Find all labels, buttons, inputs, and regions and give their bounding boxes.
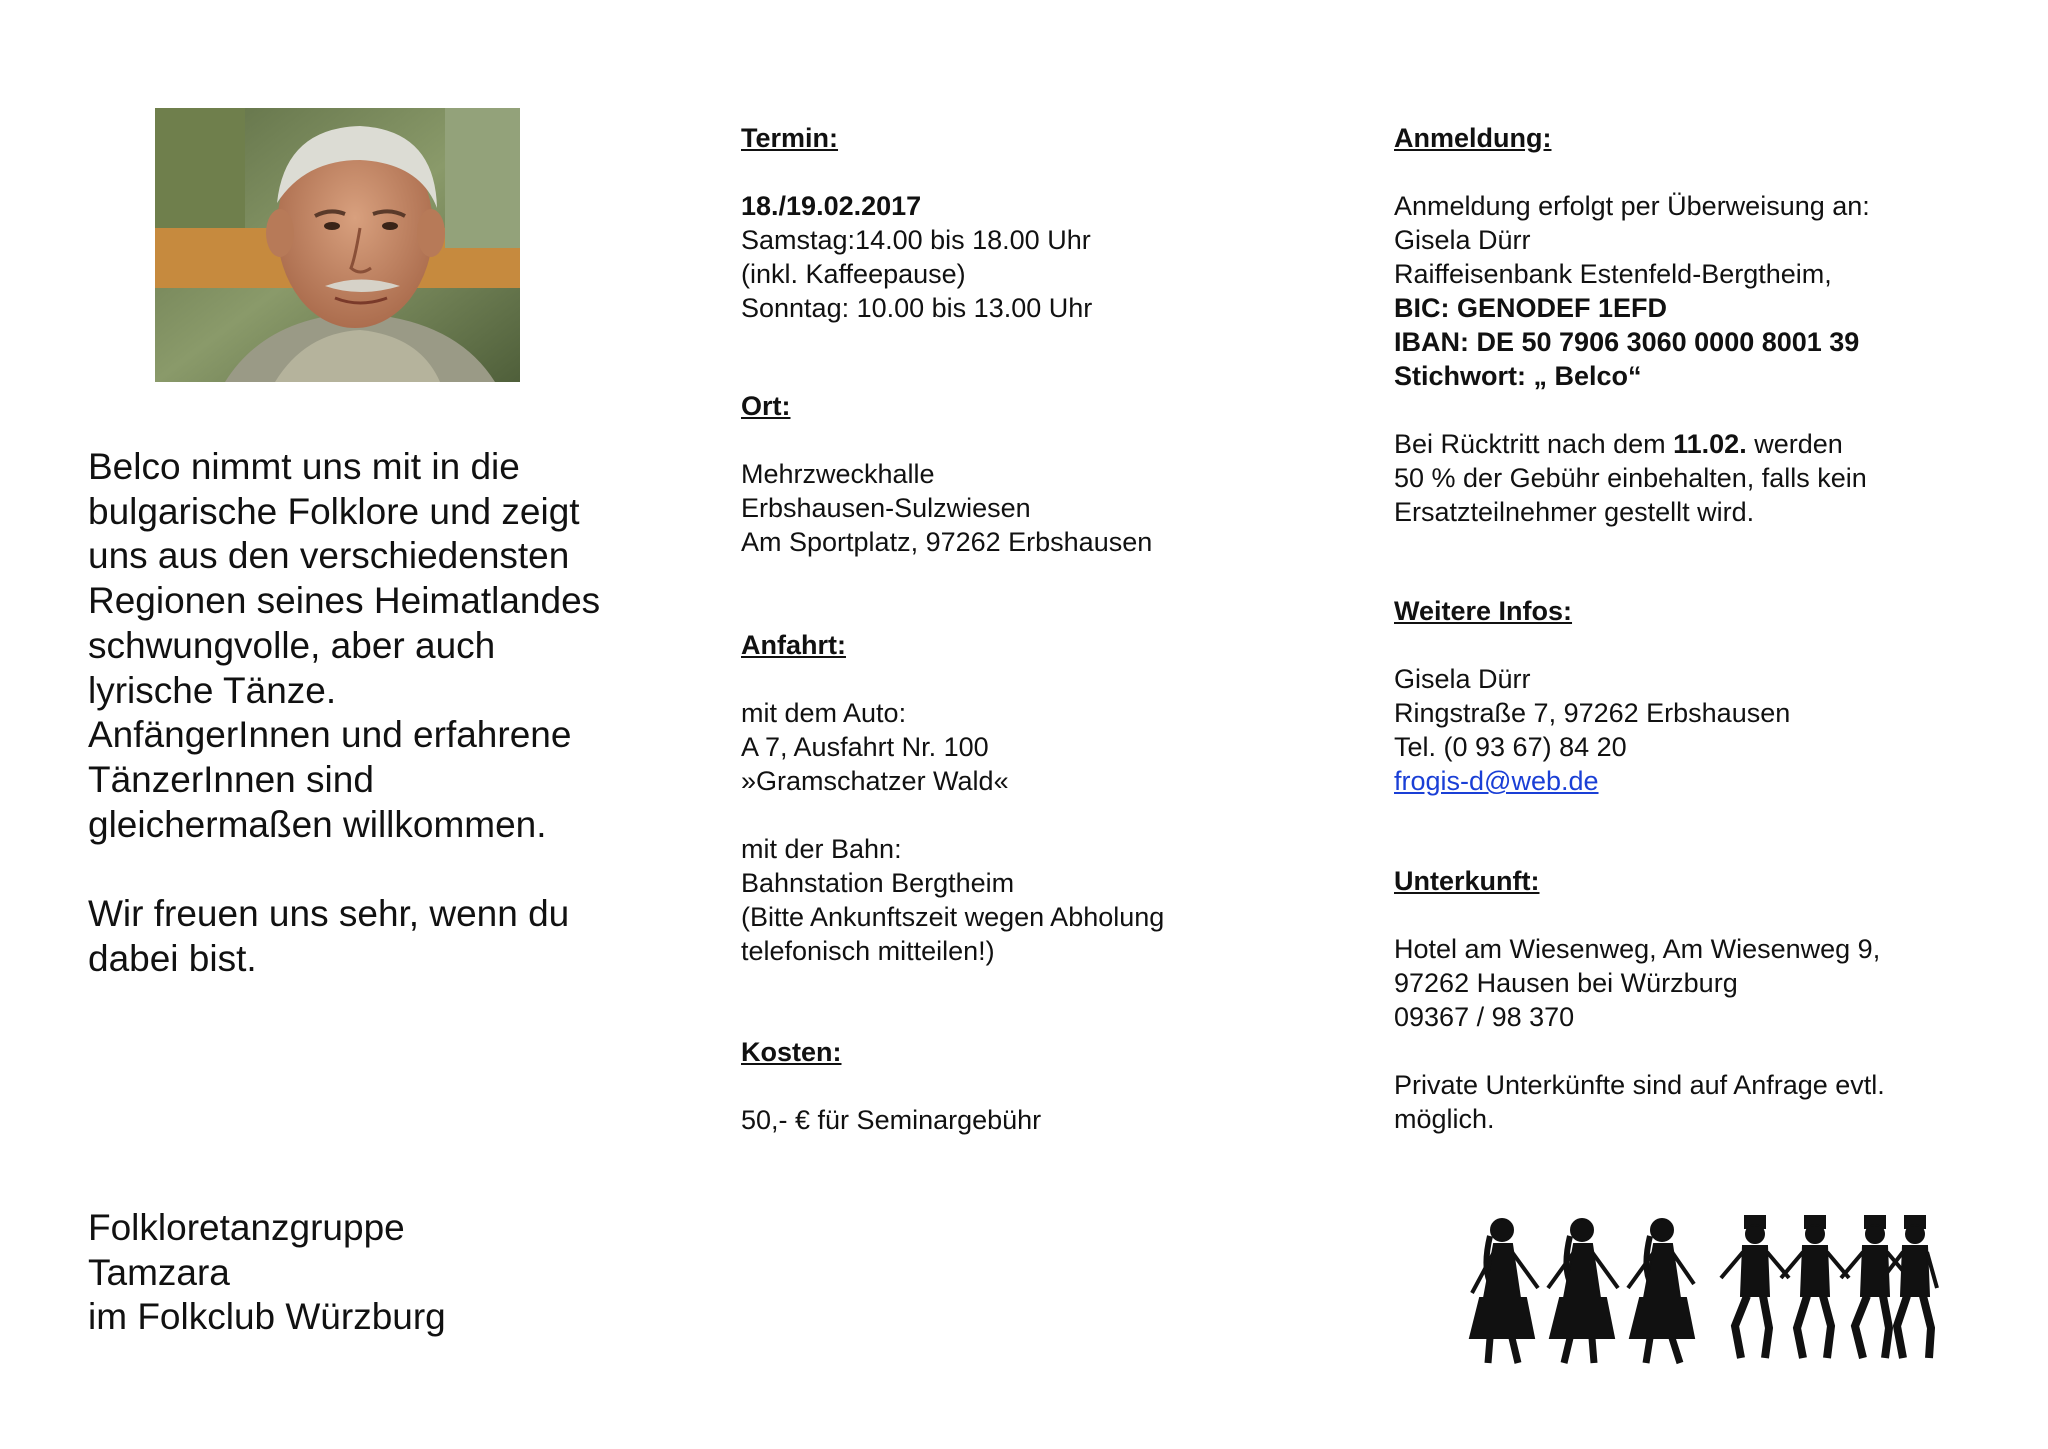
- infos-heading: Weitere Infos:: [1394, 596, 1573, 626]
- female-dancer-icon: [1470, 1219, 1538, 1363]
- termin-heading: Termin:: [741, 123, 839, 153]
- portrait-photo: [155, 108, 520, 382]
- termin-section: Termin: 18./19.02.2017 Samstag:14.00 bis 18.00 Uhr (inkl. Kaffeepause) Sonntag: 10.00 bis 13.00 Uhr: [741, 123, 1093, 323]
- anfahrt-section: Anfahrt: mit dem Auto: A 7, Ausfahrt Nr. 100 »Gramschatzer Wald« mit der Bahn: Bahnstation Bergtheim (Bitte Ankunftszeit wegen Abholung telefonisch mitteilen!): [741, 630, 1165, 966]
- welcome-paragraph: Wir freuen uns sehr, wenn du dabei bist.: [88, 893, 570, 979]
- unterkunft-section: Unterkunft: Hotel am Wiesenweg, Am Wiesenweg 9, 97262 Hausen bei Würzburg 09367 / 98 370 Private Unterkünfte sind auf Anfrage evtl. möglich.: [1394, 866, 1885, 1134]
- anmeldung-section: Anmeldung: Anmeldung erfolgt per Überweisung an: Gisela Dürr Raiffeisenbank Estenfeld-Bergtheim, BIC: GENODEF 1EFD IBAN: DE 50 7906 3060 0000 8001 39 Stichwort: „ Belco“ Bei Rücktritt nach dem 11.02. werden 50 % der Gebühr einbehalten, falls kein Ersatzteilnehmer gestellt wird.: [1394, 123, 1870, 527]
- bic: BIC: GENODEF 1EFD: [1394, 293, 1668, 323]
- intro-text: [88, 445, 688, 981]
- anmeldung-heading: Anmeldung:: [1394, 123, 1552, 153]
- anfahrt-heading: Anfahrt:: [741, 630, 846, 660]
- female-dancer-icon: [1628, 1219, 1694, 1363]
- email-link[interactable]: frogis-d@web.de: [1394, 766, 1599, 796]
- intro-paragraph: Belco nimmt uns mit in die bulgarische Folklore und zeigt uns aus den verschiedensten Regionen seines Heimatlandes schwungvolle, aber auch lyrische Tänze. AnfängerInnen und erfahrene TänzerInnen sind gleichermaßen willkommen.: [88, 446, 601, 845]
- stichwort: Stichwort: „ Belco“: [1394, 361, 1642, 391]
- ort-heading: Ort:: [741, 391, 791, 421]
- kosten-section: Kosten: 50,- € für Seminargebühr: [741, 1037, 1042, 1135]
- iban: IBAN: DE 50 7906 3060 0000 8001 39: [1394, 327, 1860, 357]
- ort-section: Ort: Mehrzweckhalle Erbshausen-Sulzwiesen Am Sportplatz, 97262 Erbshausen: [741, 391, 1153, 557]
- female-dancer-icon: [1548, 1219, 1618, 1363]
- club-name: Folkloretanzgruppe Tamzara im Folkclub Würzburg: [88, 1207, 446, 1338]
- termin-date: 18./19.02.2017: [741, 191, 922, 221]
- cancel-note: Bei Rücktritt nach dem 11.02. werden: [1394, 429, 1843, 459]
- folk-dancers-illustration: [1440, 1208, 1940, 1373]
- kosten-heading: Kosten:: [741, 1037, 842, 1067]
- male-dancer-icon: [1781, 1216, 1849, 1358]
- unterkunft-heading: Unterkunft:: [1394, 866, 1540, 896]
- infos-section: Weitere Infos: Gisela Dürr Ringstraße 7, 97262 Erbshausen Tel. (0 93 67) 84 20 frogis-d@web.de: [1394, 596, 1791, 796]
- male-dancer-icon: [1721, 1216, 1789, 1358]
